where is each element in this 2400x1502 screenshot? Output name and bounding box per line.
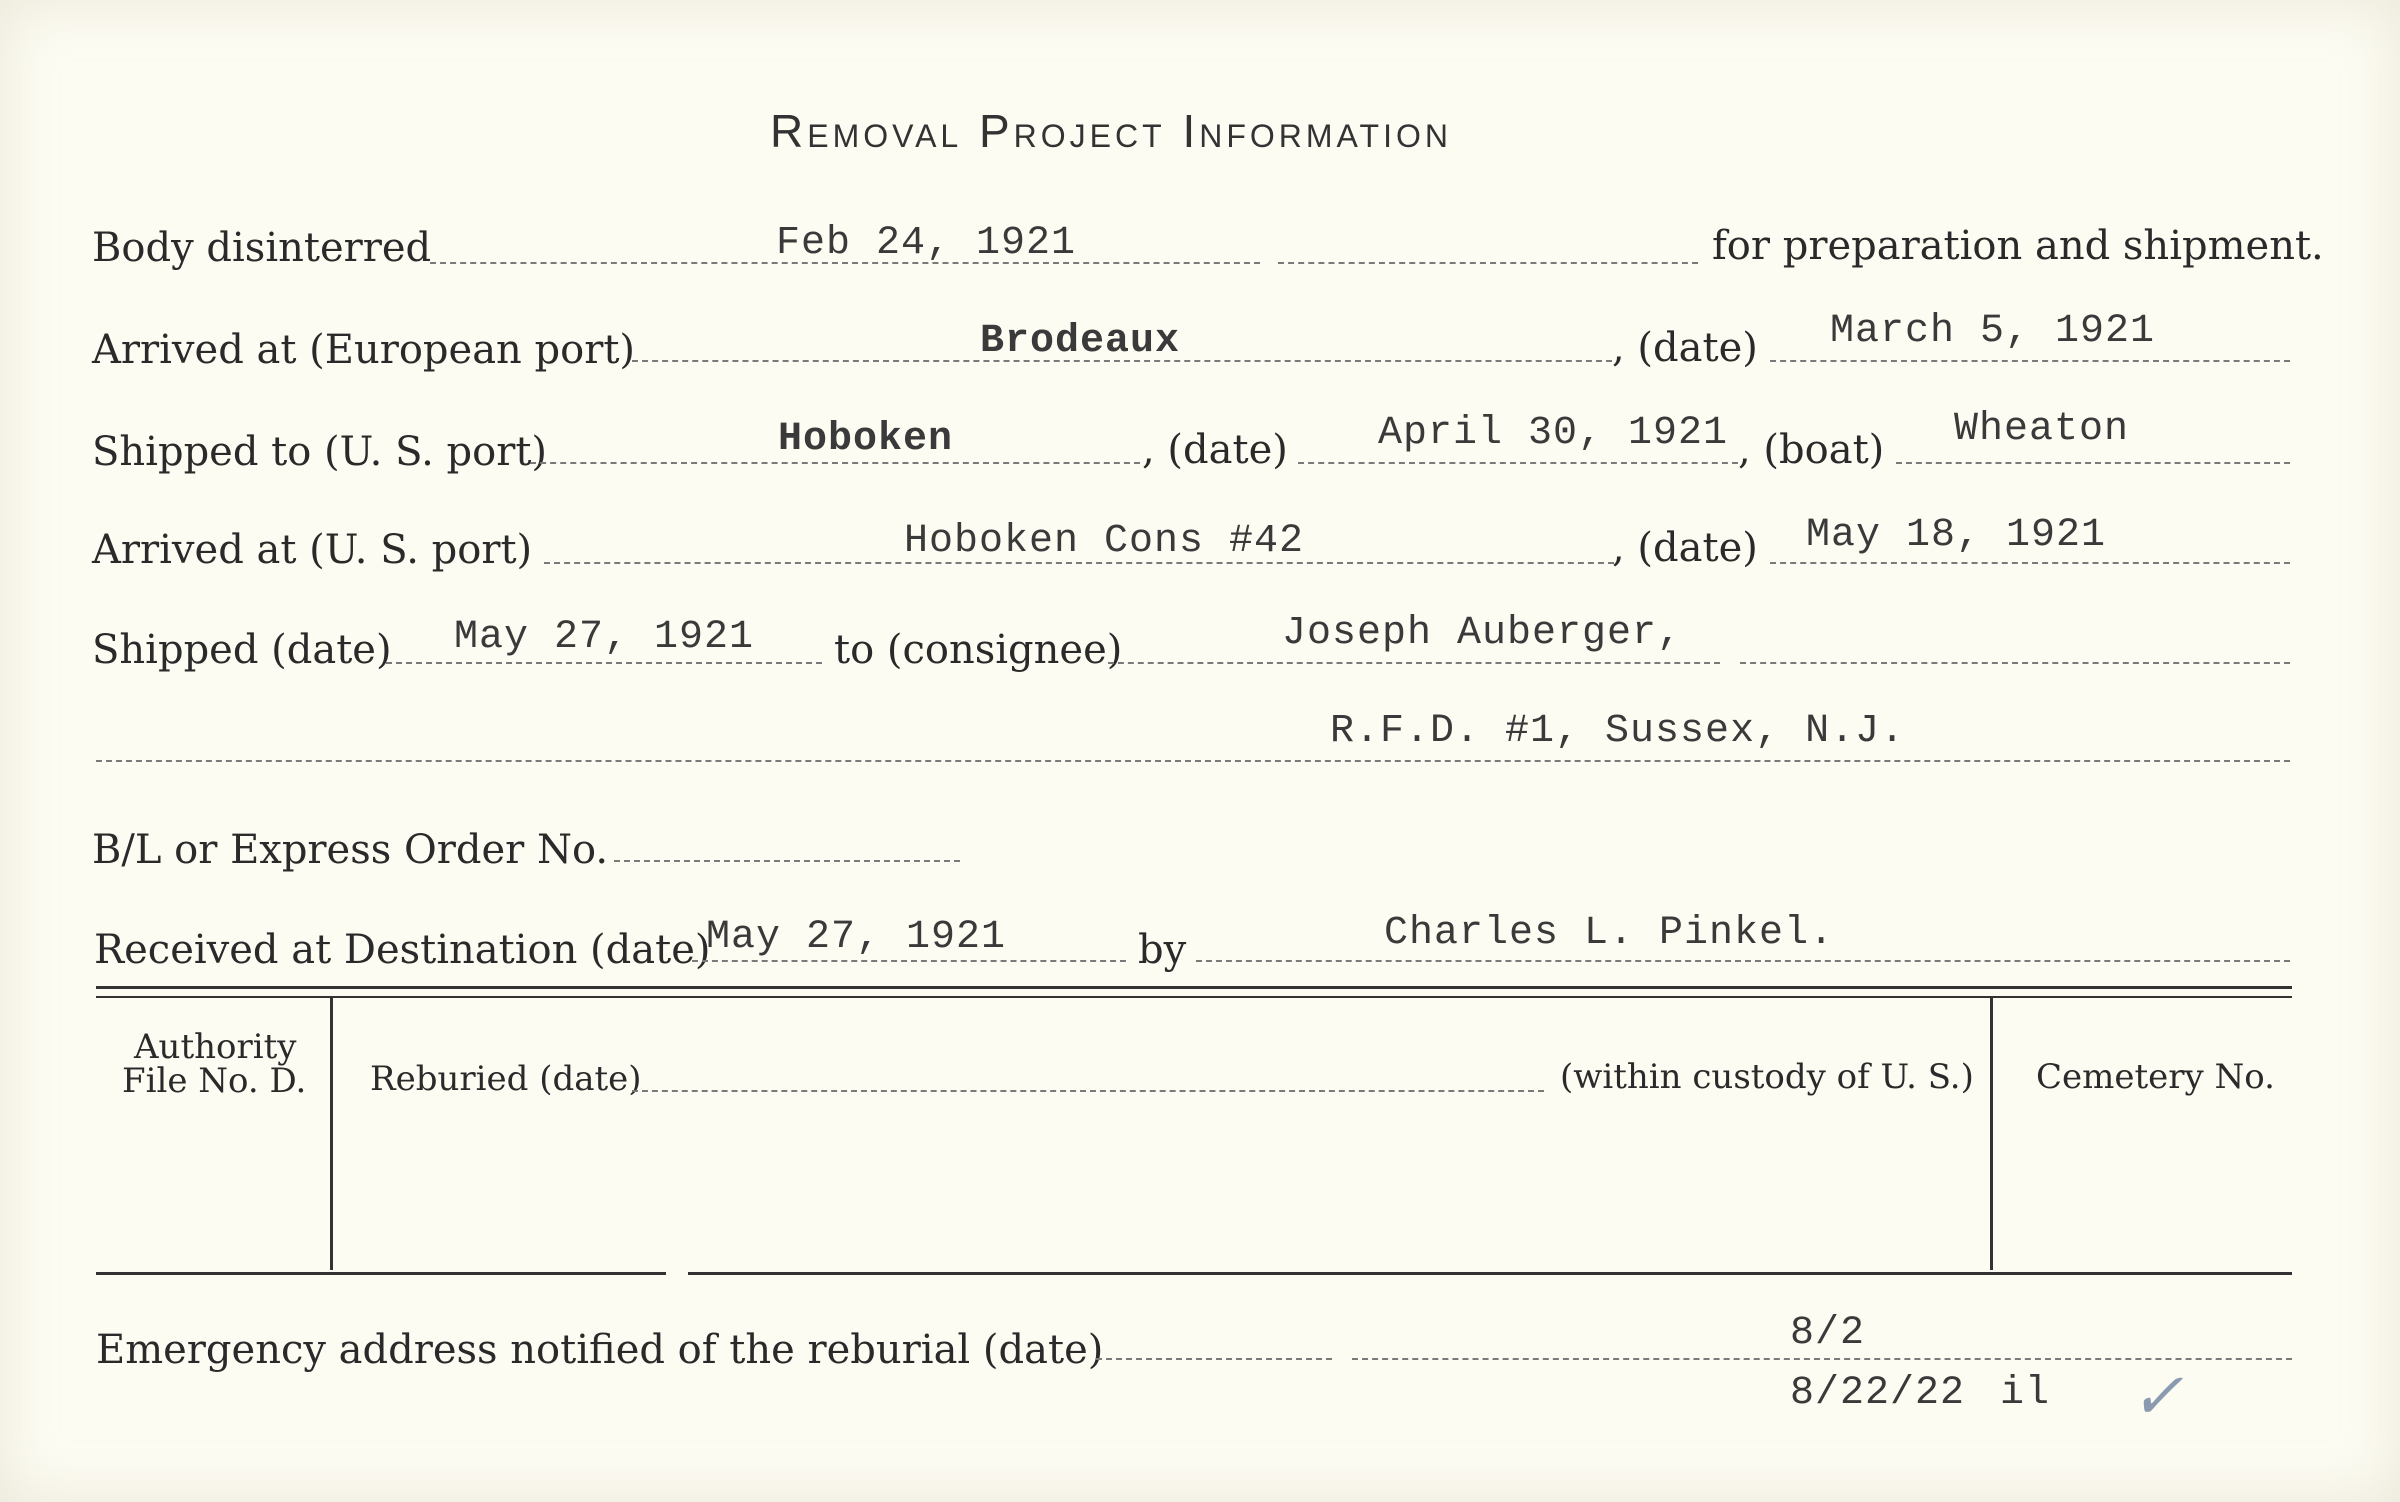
field-line <box>1108 662 1720 664</box>
field-line <box>1278 262 1698 264</box>
label-date: , (date) <box>1142 427 1288 473</box>
label-shipped-date: Shipped (date) <box>92 627 392 673</box>
label-by: by <box>1138 927 1187 973</box>
field-line <box>1298 462 1738 464</box>
card-title: Removal Project Information <box>770 105 1452 157</box>
field-line <box>614 860 960 862</box>
value-us-port-arrived: Hoboken Cons #42 <box>904 519 1305 564</box>
field-line <box>1196 960 2290 962</box>
label-emergency: Emergency address notified of the reburial (date) <box>96 1327 1104 1373</box>
value-boat: Wheaton <box>1954 407 2130 452</box>
label-date: , (date) <box>1612 325 1758 371</box>
label-received-destination: Received at Destination (date) <box>94 927 711 973</box>
table-bottom-rule <box>96 1272 666 1275</box>
field-line <box>530 462 1140 464</box>
value-us-port-shipped: Hoboken <box>778 417 954 462</box>
label-body-disinterred: Body disinterred <box>92 225 432 271</box>
value-initials: il <box>2000 1371 2051 1416</box>
field-line <box>1770 562 2290 564</box>
label-cemetery-no: Cemetery No. <box>2036 1057 2275 1097</box>
field-line <box>692 960 1126 962</box>
label-bl-order: B/L or Express Order No. <box>92 827 609 873</box>
value-consignee: Joseph Auberger, <box>1282 611 1683 656</box>
value-consignee-address: R.F.D. #1, Sussex, N.J. <box>1330 709 1906 754</box>
label-to-consignee: to (consignee) <box>834 627 1123 673</box>
field-line <box>1896 462 2290 464</box>
label-arrived-us-port: Arrived at (U. S. port) <box>92 527 533 573</box>
label-date: , (date) <box>1612 525 1758 571</box>
value-us-arrival-date: May 18, 1921 <box>1806 513 2107 558</box>
field-line <box>1740 662 2290 664</box>
table-top-rule <box>96 986 2292 989</box>
value-shipped-date: May 27, 1921 <box>454 615 755 660</box>
value-emergency-date-1: 8/2 <box>1790 1311 1866 1356</box>
table-divider-right <box>1990 998 1993 1270</box>
label-reburied: Reburied (date) <box>370 1059 642 1099</box>
table-top-rule-2 <box>96 996 2292 998</box>
label-file-no: File No. D. <box>122 1061 307 1101</box>
label-shipped-to-us-port: Shipped to (U. S. port) <box>92 429 547 475</box>
table-bottom-rule <box>688 1272 2292 1275</box>
label-arrived-european-port: Arrived at (European port) <box>92 327 636 373</box>
label-within-custody: (within custody of U. S.) <box>1560 1057 1974 1097</box>
value-disinterred-date: Feb 24, 1921 <box>776 221 1077 266</box>
label-authority: Authority <box>134 1027 297 1067</box>
check-mark-icon: ✓ <box>2130 1360 2184 1434</box>
value-european-port: Brodeaux <box>980 319 1181 364</box>
field-line <box>1096 1358 1332 1360</box>
field-line <box>96 760 2290 762</box>
table-divider-left <box>330 998 333 1270</box>
label-for-preparation: for preparation and shipment. <box>1712 223 2324 269</box>
value-received-by: Charles L. Pinkel. <box>1384 911 1835 956</box>
label-boat: , (boat) <box>1738 427 1885 473</box>
field-line <box>386 662 822 664</box>
value-european-date: March 5, 1921 <box>1830 309 2156 354</box>
value-emergency-date-2: 8/22/22 <box>1790 1371 1966 1416</box>
field-line <box>1770 360 2290 362</box>
value-received-date: May 27, 1921 <box>706 915 1007 960</box>
field-line <box>632 1090 1544 1092</box>
value-us-ship-date: April 30, 1921 <box>1378 411 1729 456</box>
